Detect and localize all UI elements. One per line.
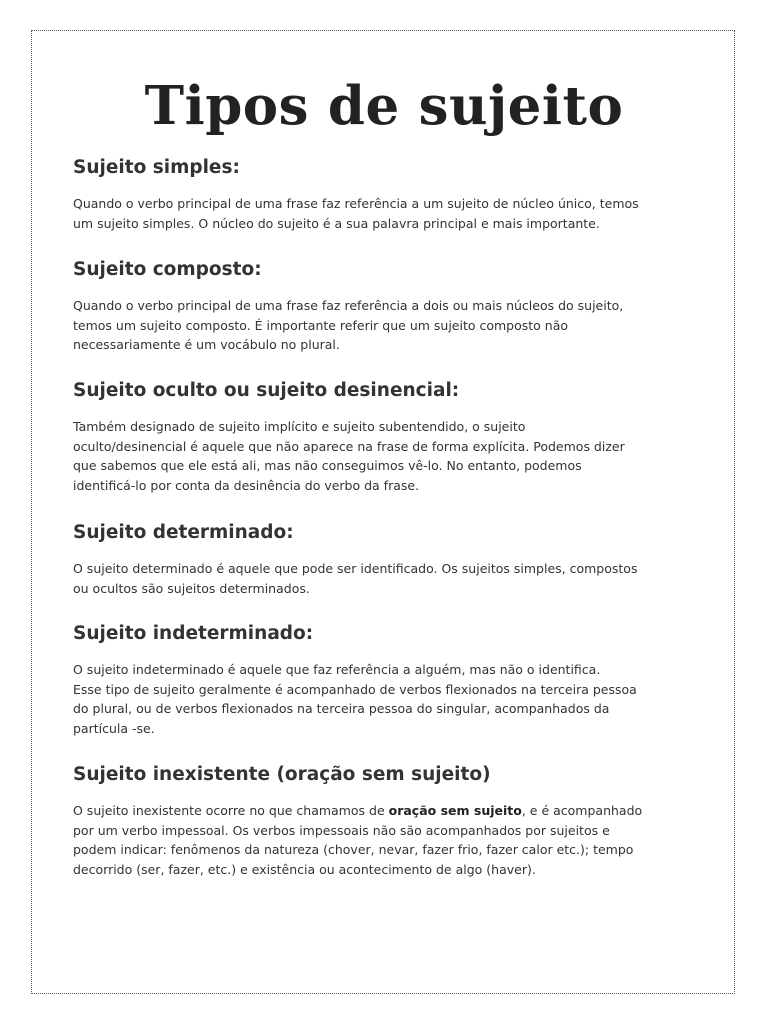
section-heading: Sujeito indeterminado: <box>73 623 314 644</box>
paragraph-line-end: , e é acompanhado <box>521 803 643 818</box>
section-heading: Sujeito inexistente (oração sem sujeito) <box>73 764 491 785</box>
section-sujeito-oculto <box>73 378 713 496</box>
paragraph-line: podem indicar: fenômenos da natureza (chover, nevar, fazer frio, fazer calor etc.); tempo <box>73 842 634 858</box>
section-paragraph <box>73 194 713 233</box>
paragraph-line: oculto/desinencial é aquele que não aparece na frase de forma explícita. Podemos dizer <box>73 438 625 454</box>
bold-term: oração sem sujeito <box>388 803 522 818</box>
section-paragraph <box>73 660 713 739</box>
paragraph-line: ou ocultos são sujeitos determinados. <box>73 580 310 596</box>
paragraph-line: Também designado de sujeito implícito e sujeito subentendido, o sujeito <box>73 419 526 434</box>
section-heading: Sujeito determinado: <box>73 522 294 543</box>
paragraph-line: necessariamente é um vocábulo no plural. <box>73 337 340 353</box>
paragraph-line: partícula -se. <box>73 721 155 737</box>
paragraph-line: decorrido (ser, fazer, etc.) e existência ou acontecimento de algo (haver). <box>73 862 536 878</box>
section-heading: Sujeito oculto ou sujeito desinencial: <box>73 380 460 401</box>
paragraph-line: do plural, ou de verbos flexionados na terceira pessoa do singular, acompanhados da <box>73 701 610 717</box>
section-sujeito-inexistente <box>73 762 713 880</box>
paragraph-line: O sujeito determinado é aquele que pode ser identificado. Os sujeitos simples, compostos <box>73 561 638 576</box>
section-sujeito-determinado <box>73 520 713 598</box>
section-paragraph <box>73 801 713 880</box>
paragraph-line: um sujeito simples. O núcleo do sujeito é a sua palavra principal e mais importante. <box>73 215 600 231</box>
page-title: Tipos de sujeito <box>144 75 624 137</box>
paragraph-line-start: O sujeito inexistente ocorre no que chamamos de <box>73 803 389 818</box>
paragraph-line: Quando o verbo principal de uma frase faz referência a dois ou mais núcleos do sujeito, <box>73 298 624 313</box>
paragraph-line: Quando o verbo principal de uma frase faz referência a um sujeito de núcleo único, temos <box>73 196 639 211</box>
section-paragraph <box>73 296 713 355</box>
paragraph-line: identificá-lo por conta da desinência do verbo da frase. <box>73 478 420 494</box>
paragraph-line: temos um sujeito composto. É importante referir que um sujeito composto não <box>73 317 569 333</box>
paragraph-line: Esse tipo de sujeito geralmente é acompanhado de verbos flexionados na terceira pessoa <box>73 681 637 697</box>
section-sujeito-composto <box>73 257 713 355</box>
section-paragraph <box>73 417 713 496</box>
section-sujeito-indeterminado <box>73 621 713 739</box>
section-paragraph <box>73 559 713 598</box>
paragraph-line: por um verbo impessoal. Os verbos impessoais não são acompanhados por sujeitos e <box>73 822 610 838</box>
section-heading: Sujeito simples: <box>73 157 240 178</box>
paragraph-line: O sujeito indeterminado é aquele que faz referência a alguém, mas não o identifica. <box>73 662 601 677</box>
section-heading: Sujeito composto: <box>73 259 262 280</box>
paragraph-line: que sabemos que ele está ali, mas não conseguimos vê-lo. No entanto, podemos <box>73 458 582 474</box>
section-sujeito-simples <box>73 155 713 233</box>
